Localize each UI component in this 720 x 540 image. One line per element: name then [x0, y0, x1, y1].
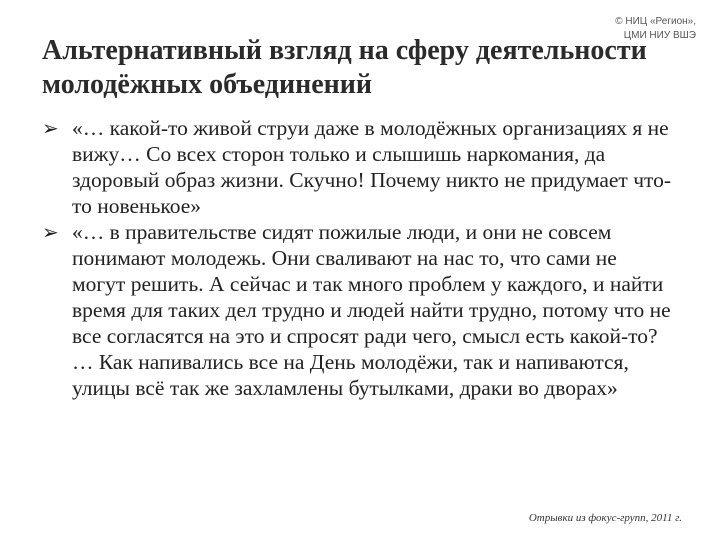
quote-item [42, 219, 672, 401]
quote-text: «… какой-то живой струи даже в молодёжных организациях я не вижу… Со всех сторон только и слышишь наркомания, да здоровый образ жизни. Скучно! Почему никто не придумает что-то новенькое» [72, 116, 672, 218]
quote-item [42, 115, 672, 219]
slide-title: Альтернативный взгляд на сферу деятельности молодёжных объединений [42, 35, 647, 100]
quote-text: «… в правительстве сидят пожилые люди, и они не совсем понимают молодежь. Они сваливают на нас то, что сами не могут решить. А сейчас и так много проблем у каждого, и найти время для таких дел трудно и людей найти трудно, потому что не все согласятся на это и спросят ради чего, смысл есть какой-то? … Как напивались все на День молодёжи, так и напиваются, улицы всё так же захламлены бутылками, драки во дворах» [72, 220, 671, 400]
source-note: Отрывки из фокус-групп, 2011 г. [528, 512, 682, 524]
quote-list [42, 115, 672, 401]
arrow-right-icon: ➢ [42, 116, 59, 140]
copyright-line: © НИЦ «Регион», [615, 16, 696, 27]
arrow-right-icon: ➢ [42, 220, 59, 244]
copyright-line: ЦМИ НИУ ВШЭ [623, 30, 696, 41]
